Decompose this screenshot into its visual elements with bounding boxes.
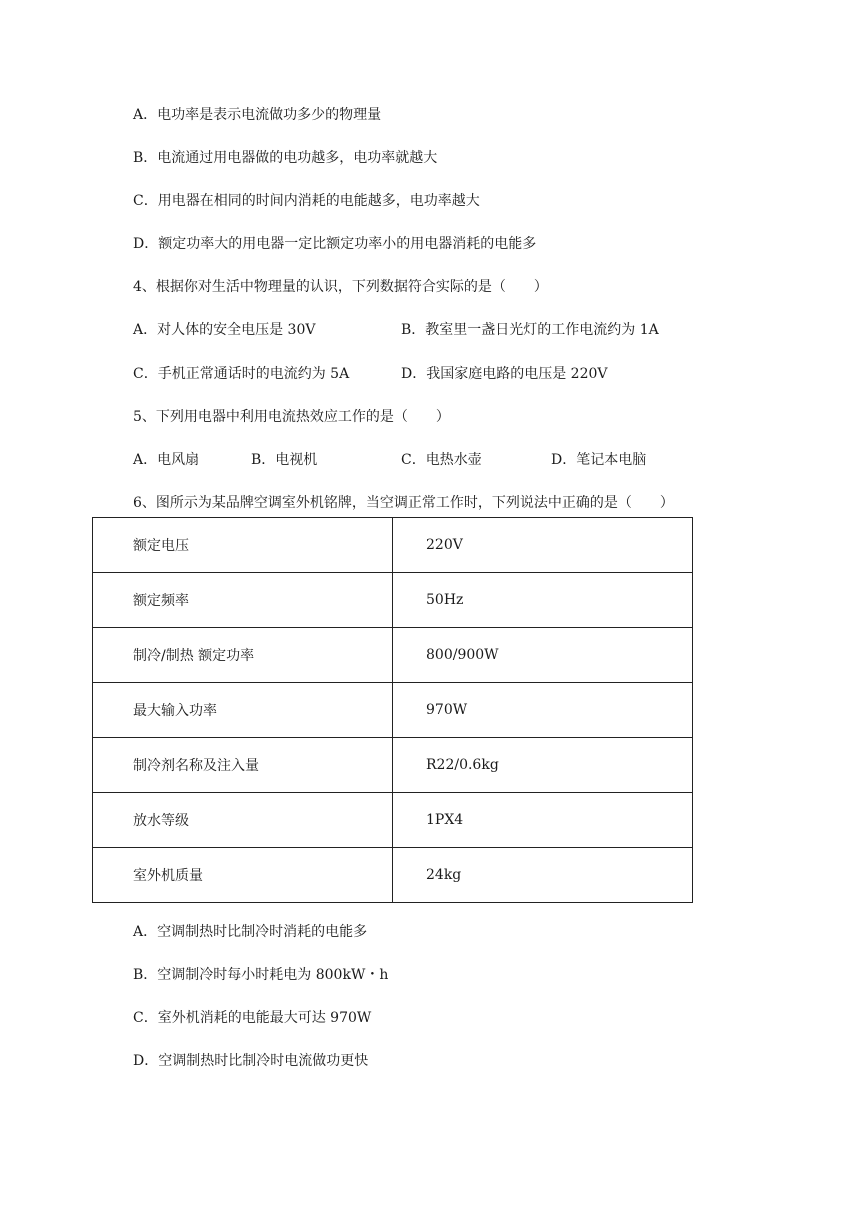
table-value: 50Hz — [393, 573, 693, 628]
table-value: 970W — [393, 683, 693, 738]
table-value: R22/0.6kg — [393, 738, 693, 793]
table-key: 室外机质量 — [93, 848, 393, 903]
q6-option-a: A．空调制热时比制冷时消耗的电能多 — [133, 924, 368, 940]
q4-option-b: B．教室里一盏日光灯的工作电流约为 1A — [401, 322, 659, 338]
table-row — [93, 738, 693, 793]
q6-option-d: D．空调制热时比制冷时电流做功更快 — [133, 1053, 369, 1069]
table-key: 制冷剂名称及注入量 — [93, 738, 393, 793]
q6-option-c: C．室外机消耗的电能最大可达 970W — [133, 1010, 372, 1026]
q4-option-a: A．对人体的安全电压是 30V — [133, 322, 316, 338]
table-key: 额定频率 — [93, 573, 393, 628]
table-value: 24kg — [393, 848, 693, 903]
table-key: 最大输入功率 — [93, 683, 393, 738]
q4-stem: 4、根据你对生活中物理量的认识，下列数据符合实际的是（ ） — [133, 279, 548, 295]
q4-option-c: C．手机正常通话时的电流约为 5A — [133, 366, 350, 382]
q6-stem: 6、图所示为某品牌空调室外机铭牌，当空调正常工作时，下列说法中正确的是（ ） — [133, 495, 674, 511]
q5-option-a: A．电风扇 — [133, 452, 200, 468]
q3-option-c: C．用电器在相同的时间内消耗的电能越多，电功率越大 — [133, 193, 480, 209]
table-row — [93, 793, 693, 848]
table-row — [93, 848, 693, 903]
table-value: 220V — [393, 518, 693, 573]
q5-stem: 5、下列用电器中利用电流热效应工作的是（ ） — [133, 409, 450, 425]
table-row — [93, 683, 693, 738]
table-key: 放水等级 — [93, 793, 393, 848]
table-row — [93, 518, 693, 573]
table-value: 1PX4 — [393, 793, 693, 848]
table-value: 800/900W — [393, 628, 693, 683]
q5-option-b: B．电视机 — [251, 452, 318, 468]
q5-option-d: D．笔记本电脑 — [551, 452, 647, 468]
q3-option-a: A．电功率是表示电流做功多少的物理量 — [133, 107, 382, 123]
q3-option-b: B．电流通过用电器做的电功越多，电功率就越大 — [133, 150, 438, 166]
q4-option-d: D．我国家庭电路的电压是 220V — [401, 366, 608, 382]
q6-option-b: B．空调制冷时每小时耗电为 800kW・h — [133, 967, 389, 983]
table-row — [93, 573, 693, 628]
table-key: 额定电压 — [93, 518, 393, 573]
q3-option-d: D．额定功率大的用电器一定比额定功率小的用电器消耗的电能多 — [133, 236, 537, 252]
nameplate-table — [92, 517, 693, 903]
table-row — [93, 628, 693, 683]
table-key: 制冷/制热 额定功率 — [93, 628, 393, 683]
q5-option-c: C．电热水壶 — [401, 452, 482, 468]
